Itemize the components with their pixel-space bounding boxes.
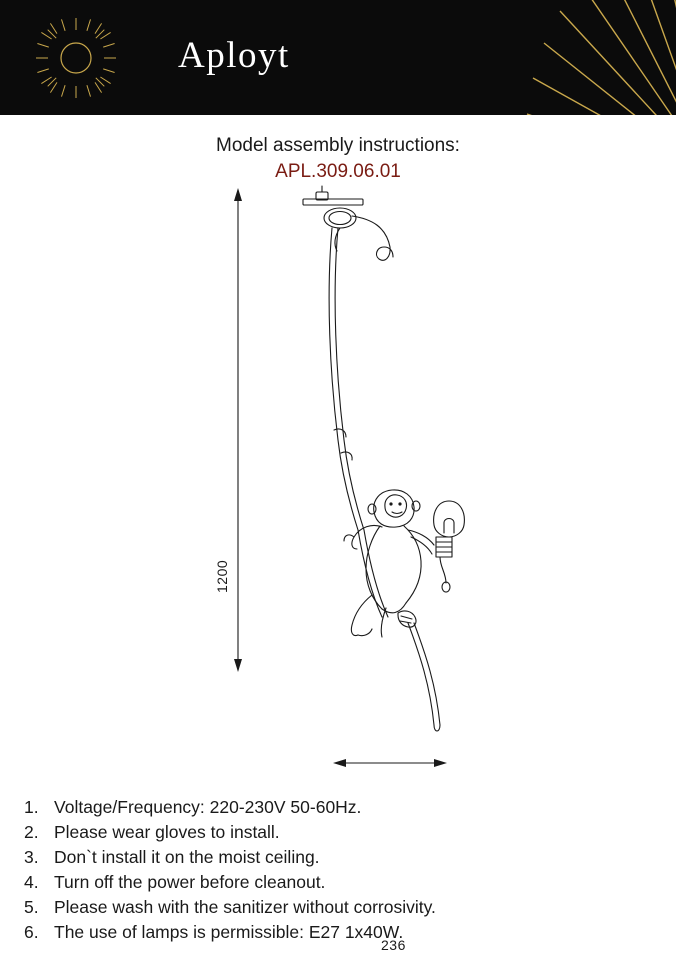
list-item: [0, 895, 676, 920]
brand-header: [0, 0, 676, 115]
list-item: [0, 870, 676, 895]
list-item-number: 1.: [24, 797, 39, 817]
list-item-text: Please wear gloves to install.: [54, 822, 280, 842]
ray-fan-icon: [386, 0, 676, 115]
sunburst-icon: [34, 16, 118, 100]
instructions-list: [0, 795, 676, 945]
list-item-number: 3.: [24, 847, 39, 867]
list-item-text: Please wash with the sanitizer without corrosivity.: [54, 897, 436, 917]
list-item-text: The use of lamps is permissible: E27 1x40W.: [54, 922, 404, 942]
list-item-number: 6.: [24, 922, 39, 942]
lamp-line-drawing: [0, 185, 676, 770]
list-item-text: Don`t install it on the moist ceiling.: [54, 847, 320, 867]
list-item-number: 5.: [24, 897, 39, 917]
list-item: [0, 820, 676, 845]
list-item: [0, 795, 676, 820]
brand-name: Aployt: [178, 35, 290, 76]
dimension-width-label: 236: [381, 937, 406, 953]
list-item-text: Voltage/Frequency: 220-230V 50-60Hz.: [54, 797, 362, 817]
title-model-code: APL.309.06.01: [275, 161, 401, 182]
list-item: [0, 845, 676, 870]
page-title: [0, 133, 676, 185]
title-instructions-label: Model assembly instructions:: [216, 135, 460, 156]
list-item-number: 4.: [24, 872, 39, 892]
list-item-number: 2.: [24, 822, 39, 842]
list-item: [0, 920, 676, 945]
dimension-height-label: 1200: [214, 559, 230, 593]
list-item-text: Turn off the power before cleanout.: [54, 872, 326, 892]
